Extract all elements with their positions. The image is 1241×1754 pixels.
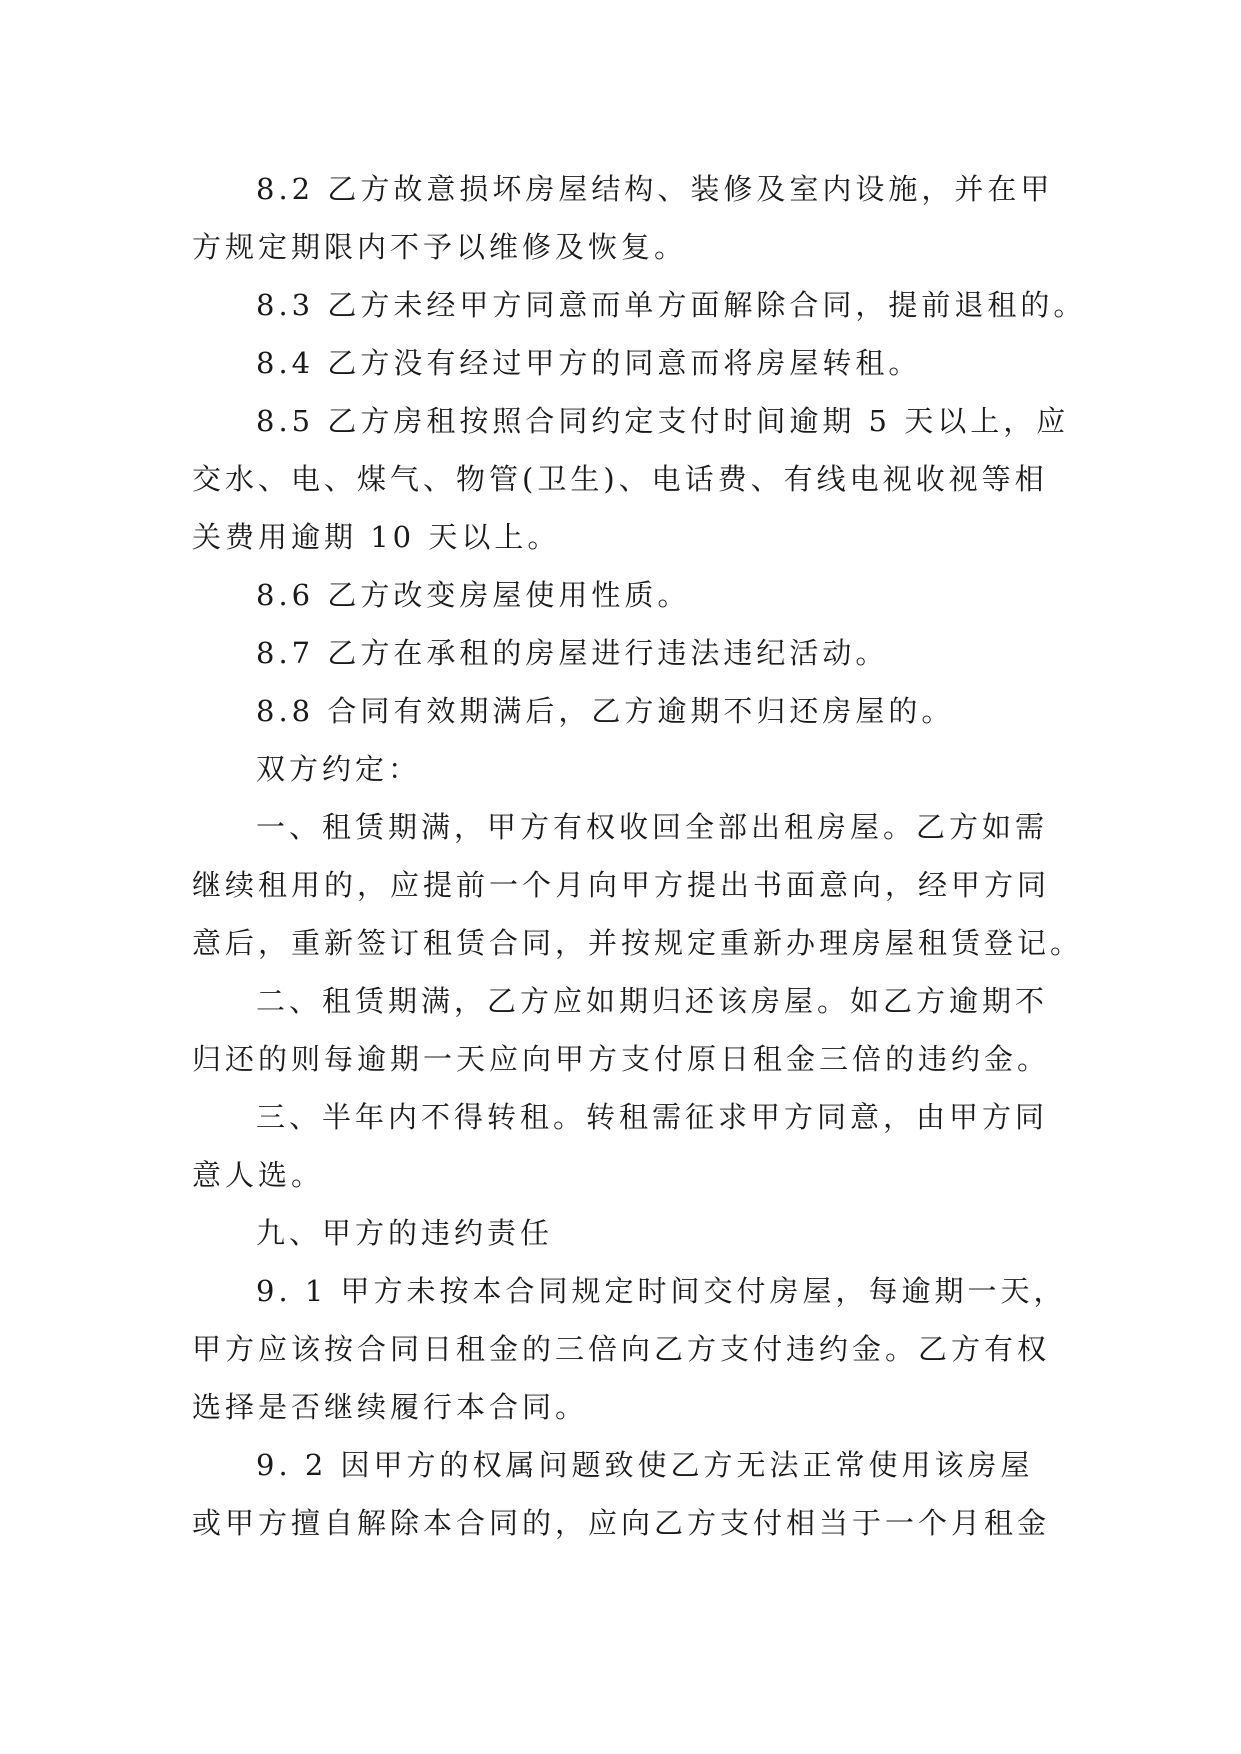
text-line: 8.8 合同有效期满后，乙方逾期不归还房屋的。 [256, 694, 955, 728]
text-line: 继续租用的，应提前一个月向甲方提出书面意向，经甲方同 [192, 868, 1051, 902]
text-line: 8.5 乙方房租按照合同约定支付时间逾期 5 天以上，应 [256, 404, 1070, 438]
text-line: 二、租赁期满，乙方应如期归还该房屋。如乙方逾期不 [256, 984, 1049, 1018]
text-line: 甲方应该按合同日租金的三倍向乙方支付违约金。乙方有权 [192, 1332, 1051, 1366]
section-heading: 双方约定： [256, 752, 422, 786]
text-line: 归还的则每逾期一天应向甲方支付原日租金三倍的违约金。 [192, 1042, 1051, 1076]
text-line: 关费用逾期 10 天以上。 [192, 520, 561, 554]
text-line: 意人选。 [192, 1158, 325, 1192]
text-line: 8.4 乙方没有经过甲方的同意而将房屋转租。 [256, 346, 922, 380]
text-line: 一、租赁期满，甲方有权收回全部出租房屋。乙方如需 [256, 810, 1049, 844]
text-line: 或甲方擅自解除本合同的，应向乙方支付相当于一个月租金 [192, 1506, 1051, 1540]
section-heading: 九、甲方的违约责任 [256, 1216, 554, 1250]
text-line: 9. 2 因甲方的权属问题致使乙方无法正常使用该房屋 [256, 1448, 1034, 1482]
text-line: 8.3 乙方未经甲方同意而单方面解除合同，提前退租的。 [256, 288, 1087, 322]
text-line: 三、半年内不得转租。转租需征求甲方同意，由甲方同 [256, 1100, 1049, 1134]
text-line: 9. 1 甲方未按本合同规定时间交付房屋，每逾期一天， [256, 1274, 1067, 1308]
document-body [192, 160, 1087, 1552]
text-line: 方规定期限内不予以维修及恢复。 [192, 230, 688, 264]
text-line: 交水、电、煤气、物管(卫生)、电话费、有线电视收视等相 [192, 462, 1048, 496]
text-line: 8.7 乙方在承租的房屋进行违法违纪活动。 [256, 636, 889, 670]
text-line: 意后，重新签订租赁合同，并按规定重新办理房屋租赁登记。 [192, 926, 1084, 960]
text-line: 8.6 乙方改变房屋使用性质。 [256, 578, 691, 612]
text-line: 选择是否继续履行本合同。 [192, 1390, 589, 1424]
text-line: 8.2 乙方故意损坏房屋结构、装修及室内设施，并在甲 [256, 172, 1054, 206]
